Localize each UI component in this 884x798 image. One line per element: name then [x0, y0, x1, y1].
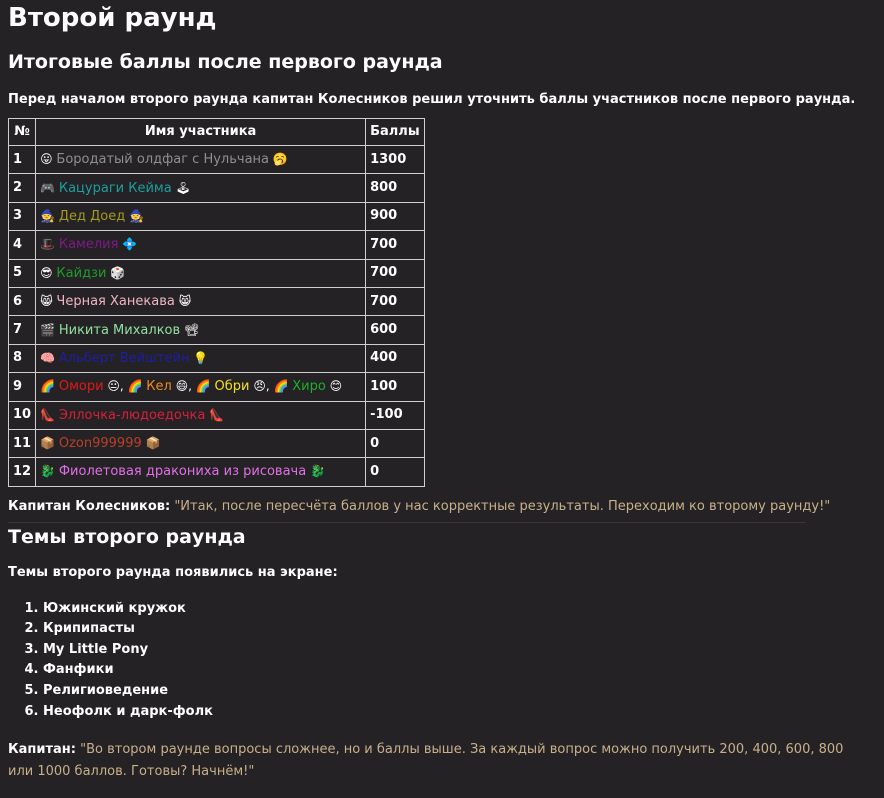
emoji-decoration: 🧠	[40, 350, 59, 365]
row-score: 0	[366, 429, 424, 457]
emoji-decoration: 👠	[40, 407, 59, 422]
emoji-decoration: 😸	[40, 294, 57, 309]
row-number: 11	[9, 429, 36, 457]
row-number: 9	[9, 373, 36, 401]
captain-line	[8, 739, 868, 783]
emoji-decoration: 🌈	[273, 379, 293, 394]
topics-intro: Темы второго раунда появились на экране:	[8, 564, 338, 580]
header-number: №	[9, 119, 36, 146]
row-number: 7	[9, 316, 36, 344]
table-row	[9, 401, 425, 429]
participant-name	[36, 287, 366, 315]
emoji-decoration: 🌈	[40, 379, 59, 394]
participant-name	[36, 344, 366, 372]
row-score: 700	[366, 287, 424, 315]
row-score: 1300	[366, 146, 424, 174]
participant-name-text: Дед Доед	[58, 208, 126, 224]
table-row	[9, 344, 425, 372]
list-item: 1. Южинский кружок	[43, 599, 876, 620]
table-row	[9, 259, 425, 287]
emoji-decoration: 😄,	[171, 379, 196, 394]
row-number: 6	[9, 287, 36, 315]
emoji-decoration: 🌈	[195, 379, 215, 394]
participant-name-text: Ozon999999	[58, 436, 142, 452]
emoji-decoration: 💡	[189, 350, 209, 365]
emoji-decoration: 🌈	[127, 379, 147, 394]
row-number: 1	[9, 146, 36, 174]
page-title: Второй раунд	[8, 3, 217, 33]
kolesnikov-line	[8, 499, 876, 515]
participant-name-text: Обри	[214, 379, 250, 395]
table-header-row	[9, 119, 425, 146]
participant-name	[36, 146, 366, 174]
emoji-decoration: 📦	[40, 436, 59, 451]
row-number: 2	[9, 174, 36, 202]
row-number: 10	[9, 401, 36, 429]
row-score: 0	[366, 458, 424, 486]
row-score: 100	[366, 373, 424, 401]
row-number: 12	[9, 458, 36, 486]
topics-list	[8, 599, 876, 723]
participant-name	[36, 231, 366, 259]
list-item: 4. Фанфики	[43, 660, 876, 681]
emoji-decoration: 😎	[40, 265, 57, 280]
header-name: Имя участника	[36, 119, 366, 146]
participant-name-text: Альберт Вейштейн	[58, 350, 190, 366]
emoji-decoration: 🧙	[125, 208, 144, 223]
participant-name	[36, 401, 366, 429]
row-score: 700	[366, 259, 424, 287]
captain-label: Капитан:	[8, 742, 76, 758]
captain-quote: "Во втором раунде вопросы сложнее, но и баллы выше. За каждый вопрос можно получить 200, 400, 600, 800 или 1000 баллов. Готовы? Начнём!"	[8, 742, 844, 780]
participant-name-text: Хиро	[292, 379, 326, 395]
participant-name-text: Кел	[146, 379, 172, 395]
emoji-decoration: 🥱	[269, 152, 288, 167]
emoji-decoration: 😸	[174, 294, 192, 309]
list-item: 3. My Little Pony	[43, 640, 876, 661]
participant-name-text: Кацураги Кейма	[58, 180, 172, 196]
table-row	[9, 287, 425, 315]
emoji-decoration: 🎬	[40, 322, 59, 337]
row-score: 400	[366, 344, 424, 372]
emoji-decoration: 🐉	[306, 464, 325, 479]
table-row	[9, 231, 425, 259]
emoji-decoration: 🐉	[40, 464, 59, 479]
participant-name	[36, 316, 366, 344]
table-row	[9, 146, 425, 174]
row-score: 600	[366, 316, 424, 344]
emoji-decoration: 💠	[118, 237, 138, 252]
row-number: 8	[9, 344, 36, 372]
emoji-decoration: 😐,	[103, 379, 128, 394]
participant-name	[36, 174, 366, 202]
emoji-decoration: 👠	[205, 407, 225, 422]
participant-name-text: Бородатый олдфаг с Нульчана	[56, 152, 269, 168]
table-row	[9, 174, 425, 202]
emoji-decoration: 😠,	[249, 379, 274, 394]
row-score: 700	[366, 231, 424, 259]
table-row	[9, 458, 425, 486]
table-row	[9, 429, 425, 457]
participant-name-text: Черная Ханекава	[56, 294, 175, 310]
emoji-decoration: 😊	[325, 379, 343, 394]
participant-name	[36, 458, 366, 486]
kolesnikov-label: Капитан Колесников:	[8, 498, 171, 514]
section-divider	[8, 522, 806, 523]
emoji-decoration: 🎲	[106, 265, 126, 280]
list-item: 5. Религиоведение	[43, 681, 876, 702]
scores-table	[8, 118, 425, 487]
participant-name-text: Фиолетовая дракониха из рисовача	[58, 464, 307, 480]
emoji-decoration: 📦	[141, 436, 161, 451]
list-item: 2. Крипипасты	[43, 619, 876, 640]
header-score: Баллы	[366, 119, 424, 146]
row-number: 3	[9, 202, 36, 230]
row-score: 900	[366, 202, 424, 230]
participant-name	[36, 259, 366, 287]
participant-name-text: Камелия	[58, 237, 119, 253]
table-row	[9, 373, 425, 401]
table-row	[9, 316, 425, 344]
emoji-decoration: 🕹	[171, 180, 191, 195]
row-number: 5	[9, 259, 36, 287]
participant-name	[36, 373, 366, 401]
participant-name-text: Кайдзи	[56, 265, 107, 281]
intro-paragraph: Перед началом второго раунда капитан Колесников решил уточнить баллы участников после первого раунда.	[8, 92, 856, 107]
list-item: 6. Неофолк и дарк-фолк	[43, 702, 876, 723]
participant-name-text: Эллочка-людоедочка	[58, 407, 206, 423]
row-score: -100	[366, 401, 424, 429]
participant-name-text: Никита Михалков	[58, 322, 181, 338]
participant-name-text: Омори	[58, 379, 104, 395]
emoji-decoration: 📽	[180, 322, 200, 337]
section-title-scores: Итоговые баллы после первого раунда	[8, 51, 443, 73]
emoji-decoration: 🎩	[40, 237, 59, 252]
row-score: 800	[366, 174, 424, 202]
kolesnikov-quote: "Итак, после пересчёта баллов у нас корректные результаты. Переходим ко второму раунду!"	[174, 498, 831, 514]
row-number: 4	[9, 231, 36, 259]
emoji-decoration: 🎮	[40, 180, 59, 195]
emoji-decoration: 😛	[40, 152, 57, 167]
scores-table-body	[9, 146, 425, 487]
emoji-decoration: 🧙	[40, 208, 59, 223]
participant-name	[36, 202, 366, 230]
participant-name	[36, 429, 366, 457]
section-title-topics: Темы второго раунда	[8, 525, 246, 548]
table-row	[9, 202, 425, 230]
